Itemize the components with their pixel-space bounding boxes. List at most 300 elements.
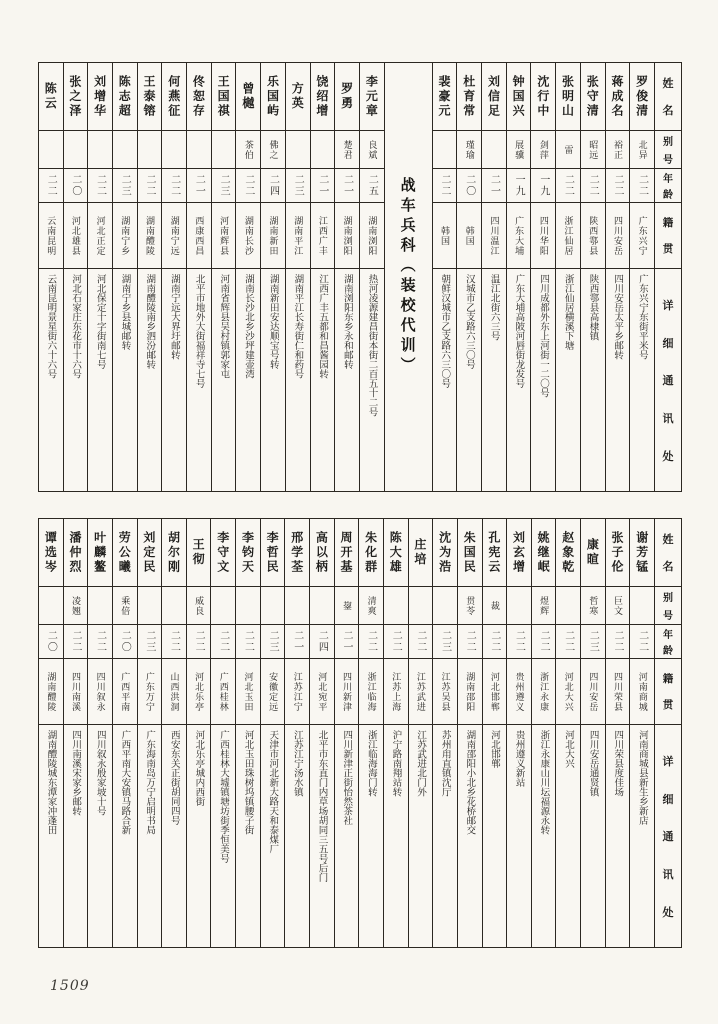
person-address: 河南省辉县吴村镇郭家屯 [218, 274, 230, 379]
person-column [531, 519, 556, 947]
person-address: 苏州甪直镇沈厅 [439, 730, 451, 797]
person-age: 二二 [236, 169, 260, 203]
person-age: 二五 [360, 169, 384, 203]
person-origin: 陕西鄠县 [581, 203, 605, 269]
person-name: 蒋成名 [606, 63, 630, 131]
person-address: 贵州遵义新站 [513, 730, 525, 787]
person-origin: 广东兴宁 [630, 203, 654, 269]
person-age: 二二 [556, 169, 580, 203]
person-alias [310, 587, 334, 625]
person-origin: 湖南醴陵 [138, 203, 162, 269]
person-origin: 浙江仙居 [556, 203, 580, 269]
person-age: 二三 [433, 625, 457, 659]
person-name: 李钧天 [236, 519, 260, 587]
person-origin: 河北大兴 [556, 659, 580, 725]
person-age: 二二 [359, 625, 383, 659]
person-address: 温江北街六三号 [488, 274, 500, 341]
person-name: 王国祺 [212, 63, 236, 131]
person-origin: 河北玉田 [236, 659, 260, 725]
person-alias: 展骥 [507, 131, 531, 169]
person-alias [409, 587, 433, 625]
person-address: 陕西鄠县高棣镇 [587, 274, 599, 341]
person-name: 谭选岑 [39, 519, 63, 587]
person-name: 康暄 [581, 519, 605, 587]
person-age: 二二 [483, 625, 507, 659]
person-column [359, 63, 384, 491]
person-column [235, 63, 260, 491]
person-name: 劳公曦 [113, 519, 137, 587]
person-name: 张守清 [581, 63, 605, 131]
header-label-name: 姓 名 [655, 519, 681, 587]
person-age: 二〇 [64, 169, 88, 203]
person-address: 广东大埔高陂河唇街龙发号 [513, 274, 525, 388]
person-origin: 广西平南 [113, 659, 137, 725]
person-column [580, 519, 605, 947]
person-alias [212, 131, 236, 169]
person-name: 刘玄增 [507, 519, 531, 587]
person-origin: 广东大埔 [507, 203, 531, 269]
person-origin: 湖南浏阳 [335, 203, 359, 269]
person-name: 谢芳锰 [630, 519, 654, 587]
person-origin: 江苏吴县 [433, 659, 457, 725]
person-column [334, 63, 359, 491]
person-column [555, 519, 580, 947]
person-name: 李守文 [211, 519, 235, 587]
person-column [285, 63, 310, 491]
person-name: 胡尔刚 [162, 519, 186, 587]
person-alias [433, 587, 457, 625]
person-origin: 河北正定 [88, 203, 112, 269]
header-label-age: 年 龄 [655, 625, 681, 659]
person-age: 二二 [507, 625, 531, 659]
person-column [39, 63, 63, 491]
person-address: 河北保定十字街南七号 [94, 274, 106, 369]
person-age: 二二 [384, 625, 408, 659]
header-label-name: 姓 名 [655, 63, 681, 131]
person-alias [39, 131, 63, 169]
person-origin: 湖南浏阳 [360, 203, 384, 269]
person-alias: 茶伯 [236, 131, 260, 169]
person-origin: 河南辉县 [212, 203, 236, 269]
person-age: 二三 [212, 169, 236, 203]
person-name: 刘增华 [88, 63, 112, 131]
person-address: 天津市河北新大路天和泰煤厂 [267, 730, 279, 854]
person-column [383, 519, 408, 947]
person-name: 王泰镕 [138, 63, 162, 131]
person-name: 陈云 [39, 63, 63, 131]
person-column [161, 63, 186, 491]
person-age: 二〇 [113, 625, 137, 659]
person-column [605, 519, 630, 947]
person-column [63, 519, 88, 947]
person-alias: 乘倍 [113, 587, 137, 625]
person-origin: 河南商城 [630, 659, 654, 725]
person-name: 叶麟鳌 [88, 519, 112, 587]
person-origin: 韩国 [433, 203, 457, 269]
person-address: 沪宁路南翔站转 [390, 730, 402, 797]
person-name: 朱国民 [458, 519, 482, 587]
header-label-alias: 别 号 [655, 587, 681, 625]
person-name: 何燕征 [162, 63, 186, 131]
person-name: 罗勇 [335, 63, 359, 131]
person-age: 二二 [162, 625, 186, 659]
person-name: 裴豪元 [433, 63, 457, 131]
person-address: 广东兴宁东街平米号 [636, 274, 648, 360]
person-origin: 四川安岳 [581, 659, 605, 725]
person-age: 二二 [211, 625, 235, 659]
person-column [358, 519, 383, 947]
person-alias [39, 587, 63, 625]
person-column [457, 519, 482, 947]
person-column [408, 519, 433, 947]
person-name: 李哲民 [261, 519, 285, 587]
person-origin: 江西广丰 [311, 203, 335, 269]
person-alias [187, 131, 211, 169]
person-address: 浙江仙居横溪下塘 [562, 274, 574, 350]
person-address: 湖南醴陵南乡泗汾邮转 [144, 274, 156, 369]
person-name: 陈志超 [113, 63, 137, 131]
person-age: 二一 [482, 169, 506, 203]
person-address: 湖南邵阳小北乡花桥邮交 [464, 730, 476, 835]
person-age: 二二 [88, 169, 112, 203]
person-name: 高以柄 [310, 519, 334, 587]
person-name: 佟恕存 [187, 63, 211, 131]
person-alias: 良斌 [360, 131, 384, 169]
person-age: 二二 [606, 625, 630, 659]
person-address: 四川南溪宋家乡邮转 [70, 730, 82, 816]
person-address: 云南昆明景星街六十六号 [45, 274, 57, 379]
person-age: 二二 [64, 625, 88, 659]
person-origin: 湖南新田 [261, 203, 285, 269]
person-column [432, 519, 457, 947]
person-alias [556, 587, 580, 625]
field-header-column [654, 519, 681, 947]
person-alias: 清爽 [359, 587, 383, 625]
person-age: 二二 [581, 169, 605, 203]
person-name: 王彻 [187, 519, 211, 587]
person-alias: 煜辉 [532, 587, 556, 625]
person-address: 河北大兴 [562, 730, 574, 768]
person-age: 二二 [630, 625, 654, 659]
person-age: 二二 [39, 169, 63, 203]
person-column [87, 519, 112, 947]
person-name: 钟国兴 [507, 63, 531, 131]
person-alias: 雷 [556, 131, 580, 169]
roster-table-lower [38, 518, 682, 948]
person-column [137, 519, 162, 947]
person-name: 张之泽 [64, 63, 88, 131]
person-origin: 山西洪洞 [162, 659, 186, 725]
field-header-column [654, 63, 681, 491]
person-address: 湖南长沙北乡沙坪建壶湾 [243, 274, 254, 379]
person-name: 方英 [286, 63, 310, 131]
person-alias: 佛之 [261, 131, 285, 169]
person-alias: 哲寒 [581, 587, 605, 625]
person-name: 李元章 [360, 63, 384, 131]
person-address: 广西平南大安镇马路合新 [119, 730, 131, 835]
person-address: 河北石家庄东花市十六号 [70, 274, 82, 379]
person-address: 汉城市乙支路六三〇号 [463, 274, 475, 369]
person-alias: 鋆 [335, 587, 359, 625]
person-address: 四川荣县度佳场 [612, 730, 624, 797]
person-column [260, 63, 285, 491]
person-name: 沈行中 [531, 63, 555, 131]
person-address: 河南商城县新生乡新店 [636, 730, 648, 825]
person-name: 曾樾 [236, 63, 260, 131]
person-origin: 云南昆明 [39, 203, 63, 269]
person-alias [311, 131, 335, 169]
person-address: 四川新津正街怡然茶社 [341, 730, 353, 825]
person-column [161, 519, 186, 947]
person-column [482, 519, 507, 947]
person-alias [433, 131, 457, 169]
person-origin: 浙江临海 [359, 659, 383, 725]
person-age: 二二 [88, 625, 112, 659]
person-age: 二二 [138, 169, 162, 203]
person-name: 张子伦 [606, 519, 630, 587]
roster-table-upper [38, 62, 682, 492]
person-name: 乐国屿 [261, 63, 285, 131]
person-column [210, 519, 235, 947]
person-origin: 四川温江 [482, 203, 506, 269]
person-address: 浙江临海海门转 [365, 730, 377, 797]
person-name: 罗俊清 [630, 63, 654, 131]
person-name: 孔宪云 [483, 519, 507, 587]
person-address: 广东海南岛万宁启明书局 [144, 730, 156, 835]
header-label-alias: 别 号 [655, 131, 681, 169]
person-name: 刘定民 [138, 519, 162, 587]
person-origin: 西康西昌 [187, 203, 211, 269]
person-column [629, 63, 654, 491]
person-age: 二二 [433, 169, 457, 203]
person-column [39, 519, 63, 947]
person-age: 二二 [236, 625, 260, 659]
person-alias: 北异 [630, 131, 654, 169]
person-name: 陈大雄 [384, 519, 408, 587]
person-origin: 湖南宁远 [162, 203, 186, 269]
person-age: 二一 [335, 625, 359, 659]
person-age: 二三 [581, 625, 605, 659]
person-column [211, 63, 236, 491]
person-age: 二一 [285, 625, 309, 659]
header-label-origin: 籍 贯 [655, 659, 681, 725]
person-address: 广西桂林大墟镇塘坊街季恒美号 [217, 730, 229, 863]
person-address: 四川安岳通贤镇 [587, 730, 599, 797]
person-alias [211, 587, 235, 625]
person-age: 二〇 [39, 625, 63, 659]
person-age: 二二 [458, 625, 482, 659]
person-column [506, 63, 531, 491]
person-name: 杜育常 [457, 63, 481, 131]
person-column [186, 63, 211, 491]
person-alias [113, 131, 137, 169]
person-column [260, 519, 285, 947]
person-column [555, 63, 580, 491]
person-age: 二二 [532, 625, 556, 659]
header-label-age: 年 龄 [655, 169, 681, 203]
person-column [432, 63, 457, 491]
person-alias [138, 131, 162, 169]
person-origin: 河北雄县 [64, 203, 88, 269]
person-name: 朱化群 [359, 519, 383, 587]
person-address: 四川成都外东上河街一二〇号 [538, 274, 550, 398]
person-origin: 广东万宁 [138, 659, 162, 725]
person-origin: 河北乐亭 [187, 659, 211, 725]
person-address: 北平市东直门内草场胡同三五号后门 [316, 730, 328, 882]
person-origin: 江苏上海 [384, 659, 408, 725]
person-name: 饶绍增 [311, 63, 335, 131]
person-address: 江苏武进北门外 [415, 730, 427, 797]
person-column [112, 519, 137, 947]
person-origin: 湖南平江 [286, 203, 310, 269]
person-alias [285, 587, 309, 625]
person-address: 河北乐亭城内西街 [193, 730, 205, 806]
person-alias [630, 587, 654, 625]
person-age: 二一 [187, 169, 211, 203]
person-address: 朝鲜汉城市乙支路六三〇号 [439, 274, 451, 388]
person-address: 湖南浏阳东乡永和邮转 [341, 274, 353, 369]
person-name: 周开基 [335, 519, 359, 587]
person-origin: 贵州遵义 [507, 659, 531, 725]
person-column [456, 63, 481, 491]
person-column [506, 519, 531, 947]
person-origin: 河北宛平 [310, 659, 334, 725]
person-column [87, 63, 112, 491]
person-name: 潘仲烈 [64, 519, 88, 587]
person-alias [286, 131, 310, 169]
person-column [481, 63, 506, 491]
person-origin: 四川华阳 [531, 203, 555, 269]
person-age: 二二 [187, 625, 211, 659]
person-name: 庄培 [409, 519, 433, 587]
person-address: 浙江永康山川坛福源永转 [538, 730, 550, 835]
person-age: 一九 [531, 169, 555, 203]
page-number: 1509 [50, 978, 90, 994]
person-name: 姚继岷 [532, 519, 556, 587]
person-column [137, 63, 162, 491]
person-alias [482, 131, 506, 169]
person-alias: 巨文 [606, 587, 630, 625]
person-alias: 凌翘 [64, 587, 88, 625]
person-alias: 剑萍 [531, 131, 555, 169]
person-age: 二三 [286, 169, 310, 203]
person-address: 湖南平江长寿街仁和药号 [292, 274, 304, 379]
header-label-address: 详 细 通 讯 处 [662, 754, 674, 920]
person-origin: 湖南邵阳 [458, 659, 482, 725]
person-origin: 湖南宁乡 [113, 203, 137, 269]
person-column [629, 519, 654, 947]
person-name: 张明山 [556, 63, 580, 131]
person-name: 沈为浩 [433, 519, 457, 587]
person-age: 二一 [335, 169, 359, 203]
person-alias [236, 587, 260, 625]
person-origin: 湖南长沙 [236, 203, 260, 269]
person-alias: 威良 [187, 587, 211, 625]
person-origin: 韩国 [457, 203, 481, 269]
person-origin: 河北邯郸 [483, 659, 507, 725]
person-alias [162, 131, 186, 169]
person-column [580, 63, 605, 491]
person-address: 湖南醴陵城东潭家冲蓬田 [45, 730, 57, 835]
person-origin: 安徽定远 [261, 659, 285, 725]
person-address: 热河凌源建昌街本街二百五十二号 [366, 274, 378, 417]
person-age: 二二 [409, 625, 433, 659]
section-title-column [384, 63, 432, 491]
person-age: 二三 [261, 625, 285, 659]
person-origin: 四川荣县 [606, 659, 630, 725]
person-address: 湖南宁远大界圩邮转 [168, 274, 180, 360]
person-alias: 瑾瑜 [457, 131, 481, 169]
person-age: 二二 [162, 169, 186, 203]
person-origin: 广西桂林 [211, 659, 235, 725]
person-alias [138, 587, 162, 625]
person-column [605, 63, 630, 491]
person-alias: 楚君 [335, 131, 359, 169]
person-name: 赵象乾 [556, 519, 580, 587]
person-alias: 裁 [483, 587, 507, 625]
person-origin: 四川新津 [335, 659, 359, 725]
person-origin: 四川叙永 [88, 659, 112, 725]
person-alias [384, 587, 408, 625]
person-origin: 四川南溪 [64, 659, 88, 725]
person-alias [507, 587, 531, 625]
person-address: 西安东关正街胡同四号 [168, 730, 180, 825]
person-alias [162, 587, 186, 625]
person-age: 二四 [310, 625, 334, 659]
section-title: 战车兵科（装校代训） [398, 177, 417, 377]
person-column [186, 519, 211, 947]
person-address: 河北邯郸 [489, 730, 501, 768]
person-address: 湖南新田安达顺宝号转 [267, 274, 279, 369]
person-alias [88, 587, 112, 625]
person-age: 二二 [630, 169, 654, 203]
person-address: 江西广丰五都和昌酱园转 [317, 274, 329, 379]
person-column [63, 63, 88, 491]
person-age: 二〇 [457, 169, 481, 203]
person-origin: 浙江永康 [532, 659, 556, 725]
person-address: 湖南宁乡县城邮转 [119, 274, 131, 350]
person-address: 江苏江宁汤水镇 [291, 730, 303, 797]
person-age: 二一 [311, 169, 335, 203]
person-age: 二二 [606, 169, 630, 203]
person-column [310, 63, 335, 491]
person-origin: 四川安岳 [606, 203, 630, 269]
person-origin: 江苏武进 [409, 659, 433, 725]
person-age: 二三 [138, 625, 162, 659]
person-alias: 贯苓 [458, 587, 482, 625]
person-address: 北平市地外大街福祥寺七号 [193, 274, 205, 388]
person-origin: 湖南醴陵 [39, 659, 63, 725]
person-age: 一九 [507, 169, 531, 203]
person-alias [64, 131, 88, 169]
person-alias: 昭远 [581, 131, 605, 169]
person-alias [261, 587, 285, 625]
person-age: 二三 [113, 169, 137, 203]
person-origin: 江苏江宁 [285, 659, 309, 725]
person-address: 四川安岳太平乡邮转 [612, 274, 624, 360]
person-column [112, 63, 137, 491]
person-column [530, 63, 555, 491]
person-column [284, 519, 309, 947]
header-label-origin: 籍 贯 [655, 203, 681, 269]
person-column [334, 519, 359, 947]
header-label-address: 详 细 通 讯 处 [662, 298, 674, 464]
person-age: 二四 [261, 169, 285, 203]
person-column [235, 519, 260, 947]
person-column [309, 519, 334, 947]
person-name: 刘信足 [482, 63, 506, 131]
person-name: 邢学荃 [285, 519, 309, 587]
